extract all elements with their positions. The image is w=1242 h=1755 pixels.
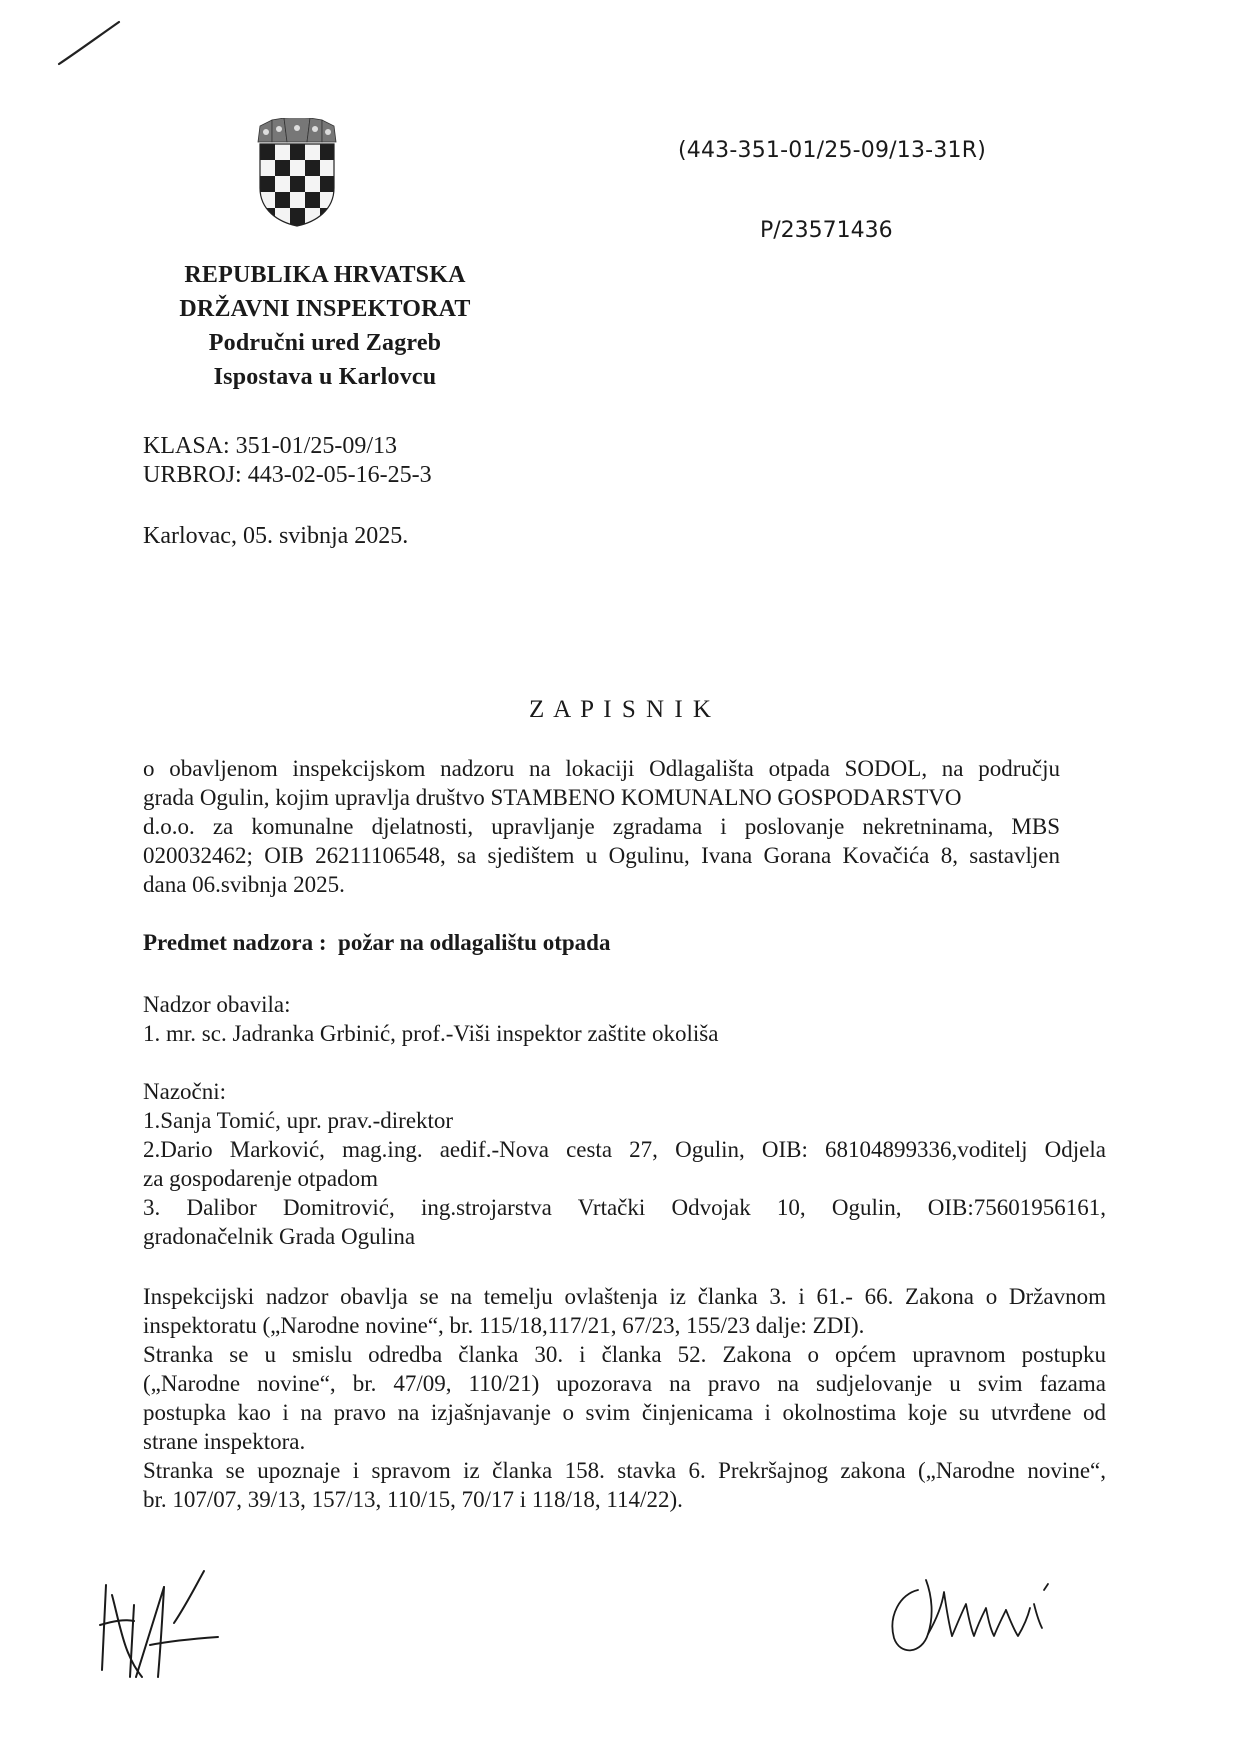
- legal-line: br. 107/07, 39/13, 157/13, 110/15, 70/17 i 118/18, 114/22).: [143, 1487, 683, 1512]
- legal-line: postupka kao i na pravo na izjašnjavanje o svim činjenicama i okolnostima koje su utvrđene od: [143, 1400, 1106, 1425]
- header-line-agency: DRŽAVNI INSPEKTORAT: [179, 296, 471, 322]
- place-date: Karlovac, 05. svibnja 2025.: [143, 523, 409, 549]
- urbroj: URBROJ: 443-02-05-16-25-3: [143, 462, 432, 488]
- present-label: Nazočni:: [143, 1079, 227, 1104]
- document-title: Z A P I S N I K: [529, 696, 713, 723]
- present-line: 3. Dalibor Domitrović, ing.strojarstva Vrtački Odvojak 10, Ogulin, OIB:75601956161,: [143, 1195, 1106, 1220]
- barcode-number: P/23571436: [760, 218, 893, 243]
- present-line: 2.Dario Marković, mag.ing. aedif.-Nova cesta 27, Ogulin, OIB: 68104899336,voditelj Odjela: [143, 1137, 1106, 1162]
- legal-line: strane inspektora.: [143, 1429, 306, 1454]
- supervision-label: Nadzor obavila:: [143, 992, 291, 1017]
- pen-mark: [55, 18, 125, 68]
- present-line: za gospodarenje otpadom: [143, 1166, 379, 1191]
- klasa: KLASA: 351-01/25-09/13: [143, 433, 397, 459]
- present-block: [143, 1077, 1106, 1251]
- present-line: gradonačelnik Grada Ogulina: [143, 1224, 416, 1249]
- legal-line: Inspekcijski nadzor obavlja se na temelju ovlaštenja iz članka 3. i 61.- 66. Zakona o Državnom: [143, 1284, 1106, 1309]
- header-line-branch: Ispostava u Karlovcu: [213, 364, 437, 390]
- signature-right: [878, 1550, 1078, 1665]
- subject-line: Predmet nadzora : požar na odlagalištu otpada: [143, 930, 611, 955]
- header-line-office: Područni ured Zagreb: [208, 330, 442, 356]
- legal-block: [143, 1282, 1106, 1514]
- intro-paragraph: [143, 754, 1060, 899]
- reference-number: (443-351-01/25-09/13-31R): [678, 138, 986, 163]
- intro-line: d.o.o. za komunalne djelatnosti, upravljanje zgradama i poslovanje nekretninama, MBS: [143, 814, 1060, 839]
- intro-line: o obavljenom inspekcijskom nadzoru na lokaciji Odlagališta otpada SODOL, na području: [143, 756, 1060, 781]
- header-line-country: REPUBLIKA HRVATSKA: [184, 262, 466, 288]
- supervision-block: [143, 990, 718, 1048]
- legal-line: Stranka se upoznaje i spravom iz članka 158. stavka 6. Prekršajnog zakona („Narodne novine“,: [143, 1458, 1106, 1483]
- intro-line: grada Ogulin, kojim upravlja društvo STAMBENO KOMUNALNO GOSPODARSTVO: [143, 785, 962, 810]
- present-line: 1.Sanja Tomić, upr. prav.-direktor: [143, 1108, 454, 1133]
- institution-header: [150, 258, 500, 394]
- signature-left: [90, 1565, 230, 1690]
- legal-line: („Narodne novine“, br. 47/09, 110/21) upozorava na pravo na sudjelovanje u svim fazama: [143, 1371, 1106, 1396]
- intro-line: 020032462; OIB 26211106548, sa sjedištem u Ogulinu, Ivana Gorana Kovačića 8, sastavljen: [143, 843, 1060, 868]
- intro-line: dana 06.svibnja 2025.: [143, 872, 345, 897]
- supervision-person: 1. mr. sc. Jadranka Grbinić, prof.-Viši inspektor zaštite okoliša: [143, 1021, 719, 1046]
- legal-line: inspektoratu („Narodne novine“, br. 115/18,117/21, 67/23, 155/23 dalje: ZDI).: [143, 1313, 865, 1338]
- legal-line: Stranka se u smislu odredba članka 30. i članka 52. Zakona o općem upravnom postupku: [143, 1342, 1106, 1367]
- coat-of-arms-icon: [254, 118, 340, 228]
